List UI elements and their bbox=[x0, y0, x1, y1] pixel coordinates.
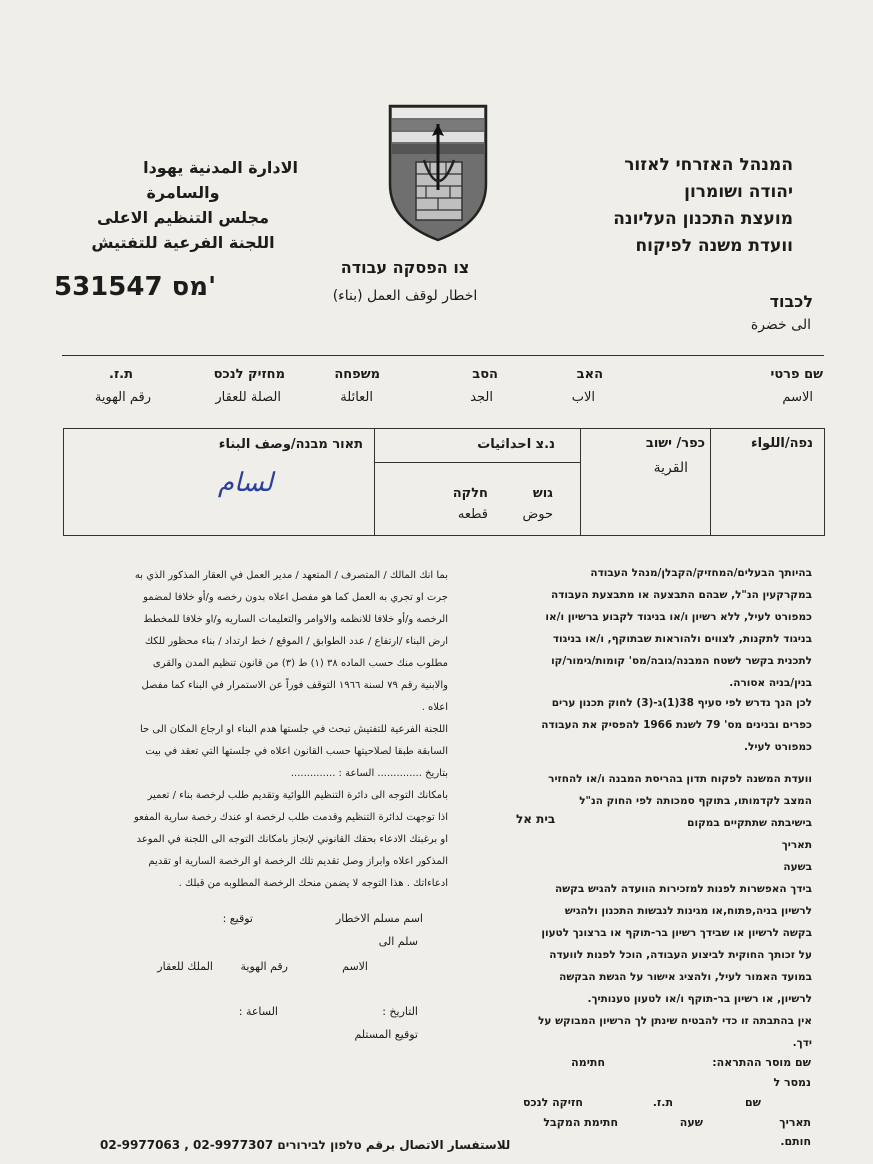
field-father-he: האב bbox=[576, 367, 603, 382]
header-hebrew-line-1: המנהל האזרחי לאזור bbox=[624, 155, 793, 175]
district-label: נפה/اللواء bbox=[750, 436, 813, 451]
field-id-he: ת.ז. bbox=[109, 367, 133, 382]
helka-label: חלקה bbox=[452, 486, 488, 501]
sender-signature-label: חתימה bbox=[571, 1056, 605, 1069]
receipt-hour-label: שעה bbox=[679, 1116, 703, 1129]
gush-label: גוש bbox=[532, 486, 553, 501]
field-holder-he: מחזיק לנכס bbox=[213, 367, 285, 382]
ar-delivered-to-label: سلم الى bbox=[378, 935, 418, 948]
footer-phones: 02-9977063 , 02-9977307 bbox=[100, 1138, 274, 1152]
ar-id-label: رقم الهوية bbox=[240, 960, 288, 973]
footer-contact bbox=[100, 1138, 510, 1152]
field-family-ar: العائلة bbox=[340, 390, 373, 405]
ar-hour-label: الساعة : bbox=[238, 1005, 278, 1018]
handwritten-note: لسام bbox=[217, 468, 273, 498]
hebrew-committee: וועדת המשנה לפקוח תדון בהריסת המבנה ו/או להחזיר המצב לקדמותו, בתוקף סמכותה לפי החוק הנ"ל בישיבתה שתתקיים במקום תאריך בשעה bbox=[548, 773, 812, 873]
stamp-label: חותם. bbox=[780, 1135, 811, 1148]
receipt-date-label: תאריך bbox=[779, 1116, 811, 1129]
hawd-label: حوض bbox=[522, 507, 553, 522]
ar-owner-label: الملك للعقار bbox=[157, 960, 213, 973]
recipient-id-label: ת.ז. bbox=[652, 1096, 673, 1109]
ar-name-label: الاسم bbox=[342, 960, 368, 973]
to-hebrew: לכבוד bbox=[769, 292, 813, 311]
recipient-holder-label: חזיקה לנכס bbox=[522, 1096, 583, 1109]
field-first-name-he: שם פרטי bbox=[770, 367, 823, 382]
delivered-to-label: נמסר ל bbox=[773, 1076, 811, 1089]
field-family-he: משפחה bbox=[334, 367, 380, 382]
field-first-name-ar: الاسم bbox=[782, 390, 813, 405]
footer-arabic: للاستفسار الاتصال برقم bbox=[365, 1138, 511, 1152]
ar-receiver-signature-label: توقيع المستلم bbox=[354, 1028, 418, 1041]
ar-date-label: التاريخ : bbox=[382, 1005, 418, 1018]
header-arabic-line-1: الادارة المدنية يهودا bbox=[143, 158, 298, 177]
village-ar-label: القرية bbox=[653, 460, 688, 476]
notifier-label: اسم مسلم الاخطار bbox=[335, 912, 423, 925]
divider bbox=[62, 355, 824, 356]
footer-hebrew: טלפון לבירורים bbox=[277, 1138, 362, 1152]
coords-label: נ.צ احداثيات bbox=[477, 437, 555, 452]
village-label: כפר/ ישוב bbox=[645, 436, 705, 451]
hebrew-order: לכן הנך נדרש לפי סעיף 38(1)ג-(3) לחוק תכנון ערים כפרים ובנינים מס' 79 לשנת 1966 להפסיק את העבודה כמפורט לעיל. bbox=[541, 697, 812, 753]
recipient-name-label: שם bbox=[744, 1096, 761, 1109]
field-grandfather-he: הסב bbox=[472, 367, 498, 382]
meeting-place: בית אל bbox=[516, 812, 556, 826]
notifier-signature-label: توقيع : bbox=[222, 912, 253, 925]
hebrew-rights: בידך האפשרות לפנות למזכירות הוועדה להגיש בקשה לרשיון בניה,פתוח,או מגינות לנבשות התכנון ולהגיש בקשה לרשיון או שבידך רשיון בר-תוקף או ברצונך לטעון על זכותך החוקית לביצוע העבודה, הוכל לפנות לוועדה במועד האמור לעיל, ולהציג אישור על הגשת הבקשה לרשיון, או רשיון בר-תוקף ו/או לטעון טענותיך. אין בהתבתה זו כדי להבטיח שינתן לך הרשיון המבוקש על ידך. bbox=[538, 883, 812, 1049]
to-arabic: الى خضرة bbox=[750, 317, 811, 333]
qitaa-label: قطعه bbox=[457, 507, 488, 522]
emblem-icon bbox=[386, 102, 490, 242]
header-arabic-line-4: اللجنة الفرعية للتفتيش bbox=[91, 233, 275, 252]
field-id-ar: رقم الهوية bbox=[94, 390, 151, 405]
header-hebrew-line-4: וועדת משנה לפיקוח bbox=[635, 236, 793, 256]
field-holder-ar: الصلة للعقار bbox=[215, 390, 281, 405]
field-father-ar: الاب bbox=[571, 390, 595, 405]
title-arabic: اخطار لوقف العمل (بناء) bbox=[332, 288, 478, 304]
sender-label: שם מוסר ההתראה: bbox=[712, 1056, 811, 1069]
field-grandfather-ar: الجد bbox=[470, 390, 493, 405]
header-hebrew-line-3: מועצת התכנון העליונה bbox=[613, 209, 793, 229]
header-arabic-line-2: والسامرة bbox=[146, 183, 220, 202]
arabic-body: بما انك المالك / المتصرف / المتعهد / مدير العمل في العقار المذكور الذي به جرت او تجري به العمل كما هو مفصل اعلاه بدون رخصه و/أو خلافا لمضمو الرخصه و/أو خلافا للانظمه والاوامر والتعليمات الساريه و/او خلافا للمخطط ارض البناء /ارتفاع / عدد الطوابق / الموقع / خط ارتداد / بناء محظور للكك مطلوب منك حسب الماده ٣٨ (١) ط (٣) من قانون تنظيم المدن والقرى والابنية رقم ٧٩ لسنة ١٩٦٦ التوقف فوراً عن الاستمرار في البناء كما مفصل اعلاه . اللجنة الفرعية للتفتيش تبحث في جلستها هدم البناء او ارجاع المكان الى حا السابقة طبقا لصلاحيتها حسب القانون اعلاه في جلستها التي تعقد في بيت بتاريخ .............. الساعة : .............. بامكانك التوجه الى دائرة التنظيم اللوائية وتقديم طلب لرخصة بناء / تعمير اذا توجهت لدائرة التنظيم وقدمت طلب لرخصة او عندك رخصة سارية المفعو او برغبتك الادعاء بحقك القانوني لإنجاز بامكانك التوجه الى اللجنة في الموعد المذكور اعلاه وابراز وصل تقديم تلك الرخصة او الرخصة السارية او تقديم ادعاءاتك . هذا التوجه لا يضمن منحك الرخصة المطلوبه من قبلك . bbox=[134, 570, 448, 889]
building-desc-label: תאור מבנה/وصف البناء bbox=[218, 437, 363, 452]
title-hebrew: צו הפסקה עבודה bbox=[340, 258, 470, 277]
receiver-signature-label: חתימת המקבל bbox=[543, 1116, 618, 1129]
header-hebrew-line-2: יהודה ושומרון bbox=[684, 182, 793, 202]
hebrew-body: בהיותך הבעלים/המחזיק/הקבלן/מנהל העבודה במקרקעין הנ"ל, שבהם התבצעה או מתבצעת העבודה כמפורט לעיל, ללא רשיון ו/או בניגוד לקבוע ברשיון ו/או בניגוד לתקנות, לצווים ולהוראות שבתוקף, ו/או בניגוד לתכנית בקשר לשטח המבנה/גובה/מס' קומות/גימור/קו בנין/בניה אסורה. bbox=[545, 567, 812, 689]
doc-number: 531547 מס' bbox=[54, 272, 217, 302]
header-arabic-line-3: مجلس التنظيم الاعلى bbox=[97, 208, 269, 227]
